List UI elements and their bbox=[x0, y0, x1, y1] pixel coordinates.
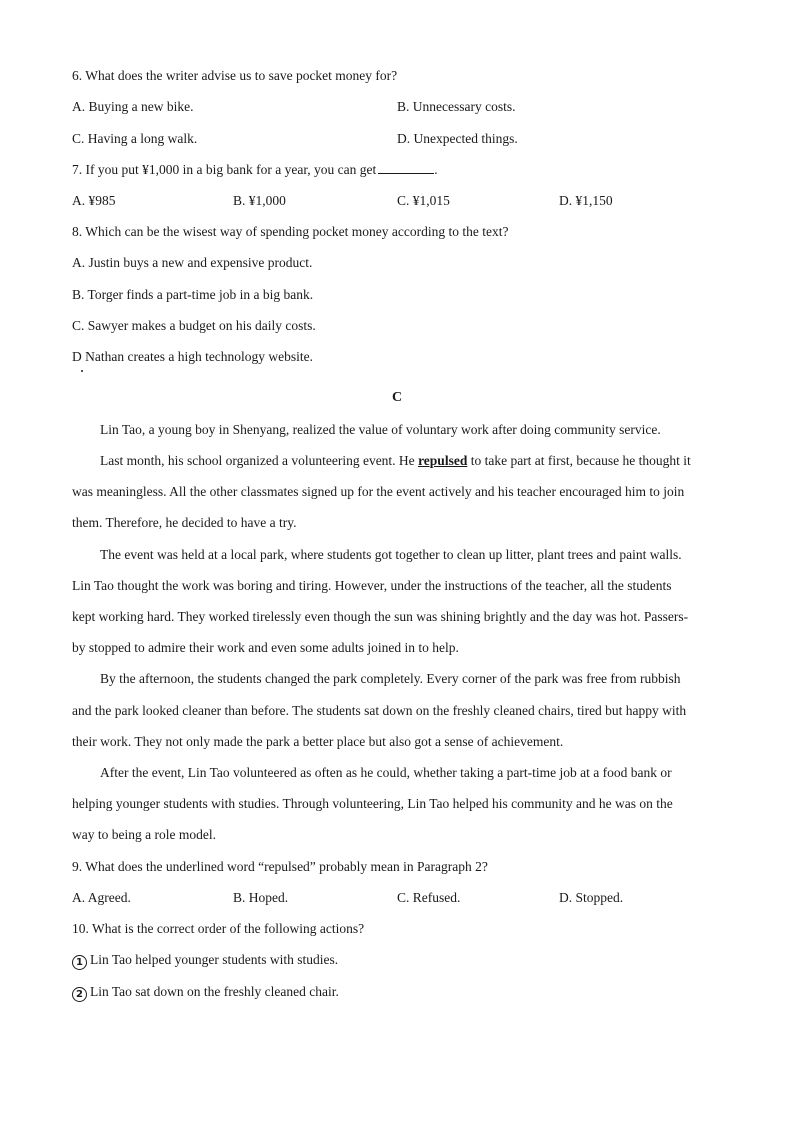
q9-option-d: D. Stopped. bbox=[559, 890, 624, 905]
q7-option-c: C. ¥1,015 bbox=[397, 193, 450, 208]
q6-option-d: D. Unexpected things. bbox=[397, 131, 518, 146]
passage-p5-line3: way to being a role model. bbox=[72, 827, 216, 842]
q7-option-d: D. ¥1,150 bbox=[559, 193, 613, 208]
q8-option-c: C. Sawyer makes a budget on his daily costs. bbox=[72, 318, 316, 333]
passage-p2-line2: was meaningless. All the other classmates signed up for the event actively and his teacher encouraged him to join bbox=[72, 484, 685, 499]
q8-option-b: B. Torger finds a part-time job in a big bank. bbox=[72, 287, 314, 302]
underlined-word: repulsed bbox=[418, 453, 468, 468]
passage-p4-line2: and the park looked cleaner than before. The students sat down on the freshly cleaned chairs, tired but happy with bbox=[72, 703, 687, 718]
q7-question-end: . bbox=[434, 162, 438, 177]
q7-option-b: B. ¥1,000 bbox=[233, 193, 286, 208]
circled-number-1: 1 bbox=[72, 955, 87, 970]
q10-item-2 bbox=[72, 983, 339, 1002]
q8-option-a: A. Justin buys a new and expensive product. bbox=[72, 255, 313, 270]
passage-p3-line2: Lin Tao thought the work was boring and tiring. However, under the instructions of the teacher, all the students bbox=[72, 578, 672, 593]
q10-item-1 bbox=[72, 951, 338, 970]
circled-number-2: 2 bbox=[72, 987, 87, 1002]
passage-p4-line3: their work. They not only made the park a better place but also got a sense of achievement. bbox=[72, 734, 564, 749]
passage-p5-line2: helping younger students with studies. Through volunteering, Lin Tao helped his community and he was on the bbox=[72, 796, 673, 811]
passage-p5-line1: After the event, Lin Tao volunteered as often as he could, whether taking a part-time job at a food bank or bbox=[100, 765, 672, 780]
q10-question: 10. What is the correct order of the following actions? bbox=[72, 921, 365, 936]
stray-mark bbox=[81, 370, 83, 372]
q6-option-a: A. Buying a new bike. bbox=[72, 99, 194, 114]
passage-p2-line1 bbox=[100, 452, 691, 470]
q9-option-c: C. Refused. bbox=[397, 890, 461, 905]
q7-question bbox=[72, 161, 438, 179]
q10-item-1-text: Lin Tao helped younger students with studies. bbox=[90, 952, 339, 967]
q8-option-d: D Nathan creates a high technology website. bbox=[72, 349, 314, 364]
p2-text-before: Last month, his school organized a volunteering event. He bbox=[100, 453, 419, 468]
answer-blank bbox=[378, 161, 434, 174]
passage-p1: Lin Tao, a young boy in Shenyang, realized the value of voluntary work after doing community service. bbox=[100, 422, 661, 437]
q7-question-text: 7. If you put ¥1,000 in a big bank for a year, you can get bbox=[72, 162, 377, 177]
passage-p2-line3: them. Therefore, he decided to have a try. bbox=[72, 515, 297, 530]
passage-heading: C bbox=[391, 390, 403, 405]
q6-option-c: C. Having a long walk. bbox=[72, 131, 198, 146]
q7-option-a: A. ¥985 bbox=[72, 193, 116, 208]
p2-text-after: to take part at first, because he thought it bbox=[467, 453, 691, 468]
passage-p3-line3: kept working hard. They worked tirelessly even though the sun was shining brightly and the day was hot. Passers- bbox=[72, 609, 689, 624]
passage-p3-line4: by stopped to admire their work and even some adults joined in to help. bbox=[72, 640, 459, 655]
q9-question: 9. What does the underlined word “repulsed” probably mean in Paragraph 2? bbox=[72, 859, 488, 874]
q10-item-2-text: Lin Tao sat down on the freshly cleaned chair. bbox=[90, 984, 339, 999]
q6-option-b: B. Unnecessary costs. bbox=[397, 99, 516, 114]
passage-p4-line1: By the afternoon, the students changed the park completely. Every corner of the park was free from rubbish bbox=[100, 671, 681, 686]
q9-option-a: A. Agreed. bbox=[72, 890, 131, 905]
passage-p3-line1: The event was held at a local park, where students got together to clean up litter, plant trees and paint walls. bbox=[100, 547, 682, 562]
q8-question: 8. Which can be the wisest way of spending pocket money according to the text? bbox=[72, 224, 509, 239]
q9-option-b: B. Hoped. bbox=[233, 890, 289, 905]
q6-question: 6. What does the writer advise us to save pocket money for? bbox=[72, 68, 398, 83]
